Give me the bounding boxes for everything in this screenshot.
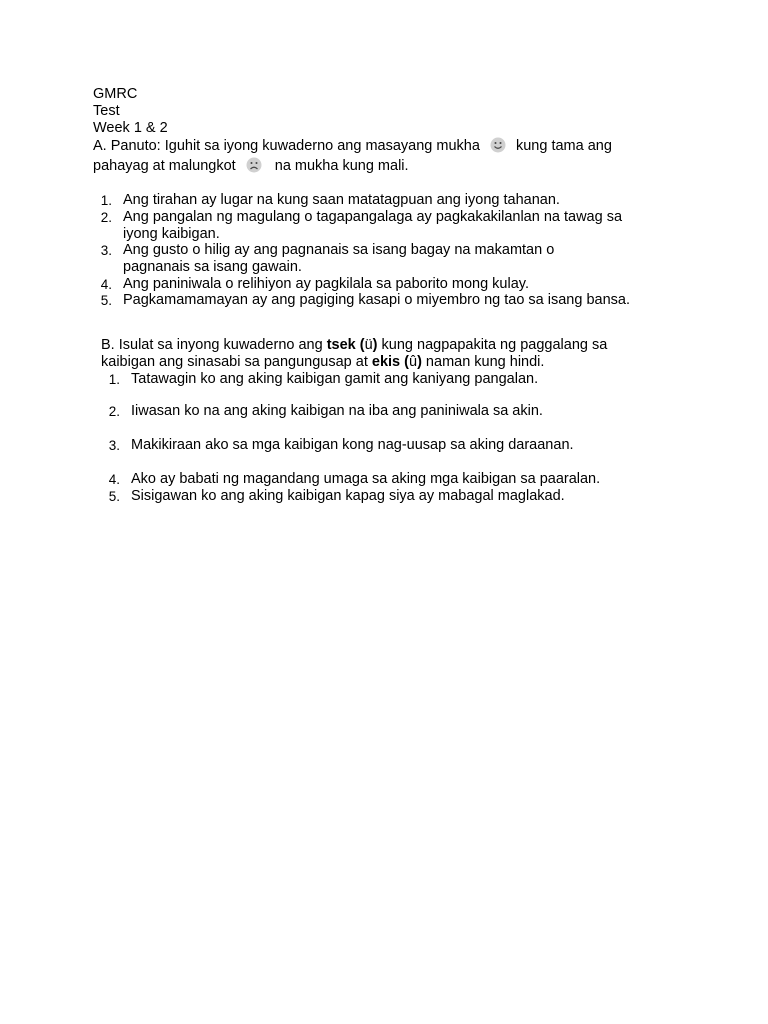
section-b-instruction-line2 [101, 354, 544, 371]
instruction-text: A. Panuto: Iguhit sa iyong kuwaderno ang masayang mukha [93, 138, 480, 154]
list-item-continuation: pagnanais sa isang gawain. [123, 259, 302, 275]
list-item: Iiwasan ko na ang aking kaibigan na iba ang paniniwala sa akin. [131, 403, 543, 419]
list-item-number: 3. [108, 438, 120, 453]
list-item-number: 3. [100, 243, 112, 258]
list-item: Sisigawan ko ang aking kaibigan kapag siya ay mabagal maglakad. [131, 488, 565, 504]
list-item-number: 1. [108, 372, 120, 387]
section-a-instruction-line1 [93, 137, 612, 155]
cross-symbol: û [408, 354, 418, 370]
check-symbol: ü [364, 337, 373, 353]
list-item-number: 5. [100, 293, 112, 308]
list-item-number: 2. [100, 210, 112, 225]
list-item-number: 2. [108, 404, 120, 419]
instruction-text: kung nagpapakita ng paggalang sa [377, 337, 608, 353]
instruction-text: na mukha kung mali. [274, 158, 409, 174]
list-item: Ang pangalan ng magulang o tagapangalaga ay pagkakakilanlan na tawag sa [123, 209, 623, 225]
instruction-text: kaibigan ang sinasabi sa pangungusap at [101, 354, 372, 370]
check-label-bold: tsek ( [326, 337, 365, 353]
week-label: Week 1 & 2 [93, 120, 168, 136]
instruction-text: naman kung hindi. [421, 354, 545, 370]
section-a-instruction-line2 [93, 157, 409, 175]
list-item: Ang gusto o hilig ay ang pagnanais sa isang bagay na makamtan o [123, 242, 555, 258]
list-item-number: 1. [100, 193, 112, 208]
cross-label-bold: ekis ( [371, 354, 409, 370]
check-paren-bold: ) [372, 337, 378, 353]
list-item: Pagkamamamayan ay ang pagiging kasapi o miyembro ng tao sa isang bansa. [123, 292, 630, 308]
test-label: Test [93, 103, 120, 119]
list-item-continuation: iyong kaibigan. [123, 226, 220, 242]
sad-face-icon [246, 157, 262, 173]
instruction-text: B. Isulat sa inyong kuwaderno ang [101, 337, 327, 353]
list-item: Ang tirahan ay lugar na kung saan matatagpuan ang iyong tahanan. [123, 192, 560, 208]
subject-label: GMRC [93, 86, 138, 102]
list-item: Tatawagin ko ang aking kaibigan gamit ang kaniyang pangalan. [131, 371, 539, 387]
instruction-text: pahayag at malungkot [93, 158, 236, 174]
smiley-face-icon [490, 137, 506, 153]
list-item-number: 4. [100, 277, 112, 292]
list-item: Ang paniniwala o relihiyon ay pagkilala sa paborito mong kulay. [123, 276, 529, 292]
list-item: Ako ay babati ng magandang umaga sa aking mga kaibigan sa paaralan. [131, 471, 601, 487]
list-item-number: 5. [108, 489, 120, 504]
list-item: Makikiraan ako sa mga kaibigan kong nag-uusap sa aking daraanan. [131, 437, 574, 453]
list-item-number: 4. [108, 472, 120, 487]
section-b-instruction-line1 [101, 337, 607, 354]
cross-paren-bold: ) [417, 354, 422, 370]
instruction-text: kung tama ang [515, 138, 612, 154]
